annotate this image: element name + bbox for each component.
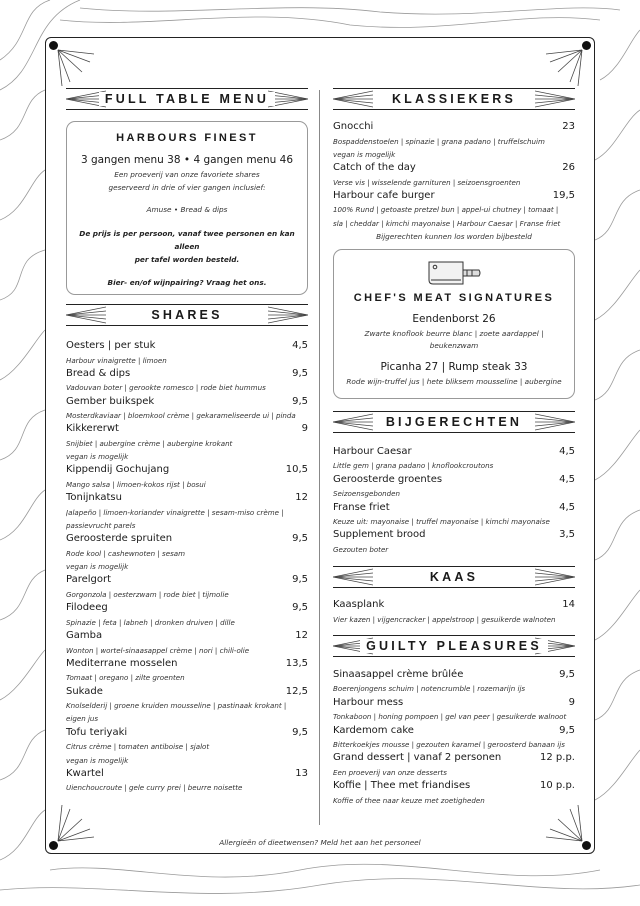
menu-item [333, 668, 575, 696]
fan-ornament-icon [333, 568, 373, 586]
guilty-title: GUILTY PLEASURES [360, 639, 548, 653]
fan-ornament-icon [333, 90, 373, 108]
menu-item-price: 19,5 [552, 189, 575, 201]
menu-item-price: 9,5 [559, 668, 575, 680]
menu-item-price: 4,5 [559, 445, 575, 457]
menu-item-row [333, 751, 575, 766]
menu-item [66, 726, 308, 767]
chef-item-price: 26 [482, 312, 496, 325]
menu-item-name: Filodeeg [66, 602, 108, 614]
menu-item-row [66, 532, 308, 547]
menu-item-price: 12,5 [285, 685, 308, 697]
menu-item [66, 491, 308, 532]
menu-item-price: 9,5 [292, 395, 308, 407]
menu-item-row [66, 422, 308, 437]
menu-item-row [66, 491, 308, 506]
section-header-full-table [66, 88, 308, 110]
menu-item-name: Sukade [66, 685, 103, 697]
menu-item-row [66, 367, 308, 382]
menu-item-desc: Bospaddenstoelen | spinazie | grana padano | truffelschuim [333, 136, 545, 146]
menu-item-price: 12 [295, 492, 308, 504]
menu-item-name: Geroosterde groentes [333, 473, 443, 485]
chef-item-desc: Zwarte knoflook beurre blanc | zoete aardappel | [364, 328, 544, 338]
section-header-klassiekers [333, 88, 575, 110]
menu-item [333, 779, 575, 807]
menu-separator: • [183, 154, 191, 166]
menu-item-price: 9,5 [292, 602, 308, 614]
section-header-guilty [333, 635, 575, 657]
menu-item-name: Sinaasappel crème brûlée [333, 668, 464, 680]
fan-ornament-icon [535, 413, 575, 431]
menu-item-price: 9,5 [292, 726, 308, 738]
harbours-info: De prijs is per persoon, vanaf twee personen en kan alleen [79, 228, 295, 251]
menu-item-row [66, 395, 308, 410]
kaas-title: KAAS [424, 570, 484, 584]
menu-item-desc: Vadouvan boter | gerookte romesco | rode biet hummus [66, 383, 266, 393]
section-header-kaas [333, 566, 575, 588]
menu-item-price: 4,5 [292, 340, 308, 351]
menu-item-row [66, 463, 308, 478]
menu-item-desc: Tomaat | oregano | zilte groenten [66, 673, 185, 683]
allergy-note: Allergieën of dieetwensen? Meld het aan het personeel [219, 838, 421, 847]
menu-item-price: 12 p.p. [540, 752, 575, 764]
menu-item-desc: Keuze uit: mayonaise | truffel mayonaise | kimchi mayonaise [333, 517, 550, 527]
bijgerechten-title: BIJGERECHTEN [380, 415, 528, 429]
menu-item-price: 9,5 [559, 724, 575, 736]
menu-item [66, 601, 308, 629]
menu-item [66, 657, 308, 685]
menu-item-desc: Mosterdkaviaar | bloemkool crème | gekarameliseerde ui | pinda [66, 411, 296, 421]
menu-item-desc: Little gem | grana padano | knoflookcroutons [333, 461, 494, 471]
menu-item [333, 724, 575, 752]
harbours-desc-line: geserveerd in drie of vier gangen inclusief: [108, 182, 266, 192]
menu-item-desc: Vier kazen | vijgencracker | appelstroop | gesuikerde walnoten [333, 614, 556, 624]
menu-item-row [333, 528, 575, 543]
menu-item-name: Kardemom cake [333, 724, 414, 736]
menu-item-name: Grand dessert | vanaf 2 personen [333, 752, 502, 764]
chef-item-name: Picanha [380, 360, 422, 373]
chef-item-separator: | [441, 360, 446, 373]
column-divider [319, 90, 320, 825]
chef-signatures-box [333, 249, 575, 399]
chef-item-desc: Rode wijn-truffel jus | hete bliksem mousseline | aubergine [346, 376, 562, 386]
menu-item-desc: Koffie of thee naar keuze met zoetigheden [333, 795, 485, 805]
menu-item [66, 463, 308, 491]
harbours-info: per tafel worden besteld. [134, 254, 240, 264]
fan-ornament-icon [535, 568, 575, 586]
menu4-price: 46 [279, 154, 294, 166]
menu-item [66, 685, 308, 726]
fan-ornament-icon [268, 306, 308, 324]
menu-item-price: 13,5 [285, 657, 308, 669]
menu-item-price: 9,5 [292, 367, 308, 379]
harbours-finest-title: HARBOURS FINEST [116, 132, 258, 144]
menu-item-row [66, 339, 308, 354]
menu-item-price: 9 [301, 423, 308, 435]
menu-item [333, 501, 575, 529]
menu-item-desc: Knolselderij | groene kruiden mousseline | pastinaak krokant | [66, 701, 287, 711]
menu-card [45, 37, 595, 854]
menu-item-name: Oesters | per stuk [66, 340, 156, 351]
gangen-menu-line [75, 154, 299, 166]
menu-item-name: Tofu teriyaki [66, 726, 128, 738]
harbours-finest-box [66, 121, 308, 295]
menu-item [333, 528, 575, 556]
chef-item-price: 33 [514, 360, 528, 373]
menu-item-name: Gnocchi [333, 121, 374, 132]
menu-item-row [66, 685, 308, 700]
menu-item-name: Bread & dips [66, 367, 131, 379]
menu-item-name: Kippendij Gochujang [66, 464, 170, 476]
menu-item-name: Mediterrane mosselen [66, 657, 178, 669]
fan-ornament-icon [333, 413, 373, 431]
menu-item-row [66, 726, 308, 741]
menu-item-desc: Gezouten boter [333, 544, 389, 554]
menu-item-desc: vegan is mogelijk [66, 755, 129, 765]
menu-item [333, 120, 575, 161]
menu-item [66, 367, 308, 395]
menu-item-price: 9 [568, 696, 575, 708]
menu-item-name: Harbour Caesar [333, 445, 412, 457]
menu-item-desc: Wonton | wortel-sinaasappel crème | nori | chili-olie [66, 645, 250, 655]
menu-item-name: Catch of the day [333, 162, 416, 174]
menu-item-price: 26 [562, 162, 575, 174]
menu-title: FULL TABLE MENU [99, 92, 275, 106]
menu-item-price: 9,5 [292, 533, 308, 545]
menu-item-row [333, 189, 575, 204]
menu-item-desc: Rode kool | cashewnoten | sesam [66, 548, 186, 558]
menu-item-desc: Mango salsa | limoen-kokos rijst | bosui [66, 479, 206, 489]
shares-list [66, 339, 308, 795]
section-header-bijgerechten [333, 411, 575, 433]
menu-item-price: 4,5 [559, 473, 575, 485]
chef-item-price: 27 [424, 360, 439, 373]
harbours-extras: Amuse • Bread & dips [146, 205, 228, 214]
shares-title: SHARES [145, 308, 228, 322]
menu-item-price: 10,5 [285, 464, 308, 476]
guilty-list [333, 668, 575, 807]
menu-item [66, 573, 308, 601]
menu-item-row [333, 724, 575, 739]
menu-item-name: Kikkererwt [66, 423, 119, 435]
menu-item-desc: Spinazie | feta | labneh | dronken druiven | dille [66, 617, 235, 627]
menu-item-row [333, 161, 575, 176]
menu-item [66, 532, 308, 573]
chef-item-name: Eendenborst [412, 312, 479, 325]
menu-item-name: Franse friet [333, 501, 390, 513]
menu-item-desc: vegan is mogelijk [333, 149, 396, 159]
kaas-list [333, 598, 575, 626]
fan-ornament-icon [535, 90, 575, 108]
bijgerechten-note: Bijgerechten kunnen los worden bijbesteld [376, 231, 532, 241]
klassiekers-title: KLASSIEKERS [386, 92, 522, 106]
menu-item-row [66, 657, 308, 672]
corner-ornament-icon [56, 803, 96, 843]
menu-item-desc: Uienchoucroute | gele curry prei | beurre noisette [66, 783, 243, 793]
menu-item-name: Parelgort [66, 574, 112, 586]
menu-item-desc: Een proeverij van onze desserts [333, 767, 447, 777]
menu-item-row [66, 629, 308, 644]
left-column [66, 88, 308, 795]
menu-item-desc: sla | cheddar | kimchi mayonaise | Harbour Caesar | Franse friet [333, 218, 561, 228]
menu-item-price: 12 [295, 630, 308, 642]
menu-item-desc: Snijbiet | aubergine crème | aubergine krokant [66, 438, 233, 448]
menu-item [333, 696, 575, 724]
bijgerechten-list [333, 445, 575, 556]
cleaver-icon [425, 258, 483, 288]
chef-item-desc: beukenzwam [429, 341, 479, 351]
menu-item-row [66, 767, 308, 782]
harbours-desc-line: Een proeverij van onze favoriete shares [114, 170, 260, 179]
menu-item-name: Supplement brood [333, 529, 426, 541]
menu-item-desc: vegan is mogelijk [66, 562, 129, 572]
chef-item-name: Rump steak [448, 360, 511, 373]
chef-title: CHEF'S MEAT SIGNATURES [353, 291, 555, 304]
harbours-pairing: Bier- en/of wijnpairing? Vraag het ons. [107, 277, 267, 287]
menu-item-desc: eigen jus [66, 714, 99, 724]
menu-item [333, 598, 575, 626]
menu-item-price: 3,5 [559, 529, 575, 541]
menu-item-desc: Harbour vinaigrette | limoen [66, 355, 167, 365]
chef-item-2 [342, 361, 566, 373]
menu-item [66, 767, 308, 795]
menu-item-name: Kaasplank [333, 599, 385, 611]
menu-item-desc: Verse vis | wisselende garnituren | seizoensgroenten [333, 177, 521, 187]
menu-item-price: 14 [562, 599, 575, 611]
menu-item [333, 189, 575, 230]
menu-item-desc: 100% Rund | getoaste pretzel bun | appel-ui chutney | tomaat | [333, 205, 559, 215]
menu-item-name: Gember buikspek [66, 395, 155, 407]
chef-item-1 [342, 313, 566, 325]
menu-item-price: 10 p.p. [540, 780, 575, 792]
menu-item [66, 422, 308, 463]
menu-item [66, 339, 308, 367]
klassiekers-list [333, 120, 575, 230]
menu-item [66, 395, 308, 423]
menu-item-row [333, 668, 575, 683]
menu-item-row [333, 473, 575, 488]
menu-item-desc: Citrus crème | tomaten antiboise | sjalot [66, 742, 210, 752]
menu-item-name: Harbour cafe burger [333, 189, 435, 201]
menu-item-desc: Tonkaboon | honing pompoen | gel van peer | gesuikerde walnoot [333, 712, 567, 722]
menu-item-desc: Seizoensgebonden [333, 489, 401, 499]
menu-item-price: 13 [295, 767, 308, 779]
section-header-shares [66, 304, 308, 326]
corner-ornament-icon [544, 48, 584, 88]
corner-ornament-icon [56, 48, 96, 88]
menu-item-row [333, 501, 575, 516]
menu-item [66, 629, 308, 657]
fan-ornament-icon [66, 306, 106, 324]
menu-item-row [66, 601, 308, 616]
menu-item-desc: Boerenjongens schuim | notencrumble | rozemarijn ijs [333, 684, 526, 694]
menu-item [333, 161, 575, 189]
menu-item-price: 4,5 [559, 501, 575, 513]
menu-item-desc: passievrucht parels [66, 521, 136, 531]
menu-item-price: 9,5 [292, 574, 308, 586]
menu-item-name: Harbour mess [333, 696, 404, 708]
menu4-label: 4 gangen menu [193, 154, 277, 166]
menu-item [333, 751, 575, 779]
menu-item-row [333, 598, 575, 613]
menu-item-row [333, 779, 575, 794]
menu-item-price: 23 [562, 121, 575, 132]
menu3-price: 38 [167, 154, 181, 166]
menu-item-desc: vegan is mogelijk [66, 452, 129, 462]
menu-item-row [333, 445, 575, 460]
menu-item [333, 445, 575, 473]
menu-item-name: Geroosterde spruiten [66, 533, 173, 545]
right-column [333, 88, 575, 807]
menu-item-row [333, 120, 575, 135]
menu-item-desc: Jalapeño | limoen-koriander vinaigrette | sesam-miso crème | [66, 507, 284, 517]
menu-item-name: Kwartel [66, 767, 104, 779]
menu-item-desc: Bitterkoekjes mousse | gezouten karamel | geroosterd banaan ijs [333, 740, 565, 750]
menu-item-name: Koffie | Thee met friandises [333, 780, 471, 792]
menu-item [333, 473, 575, 501]
menu-item-name: Tonijnkatsu [66, 492, 122, 504]
corner-ornament-icon [544, 803, 584, 843]
menu3-label: 3 gangen menu [80, 154, 164, 166]
menu-item-desc: Gorgonzola | oesterzwam | rode biet | tijmolie [66, 589, 229, 599]
menu-item-row [66, 573, 308, 588]
menu-item-name: Gamba [66, 630, 103, 642]
menu-item-row [333, 696, 575, 711]
